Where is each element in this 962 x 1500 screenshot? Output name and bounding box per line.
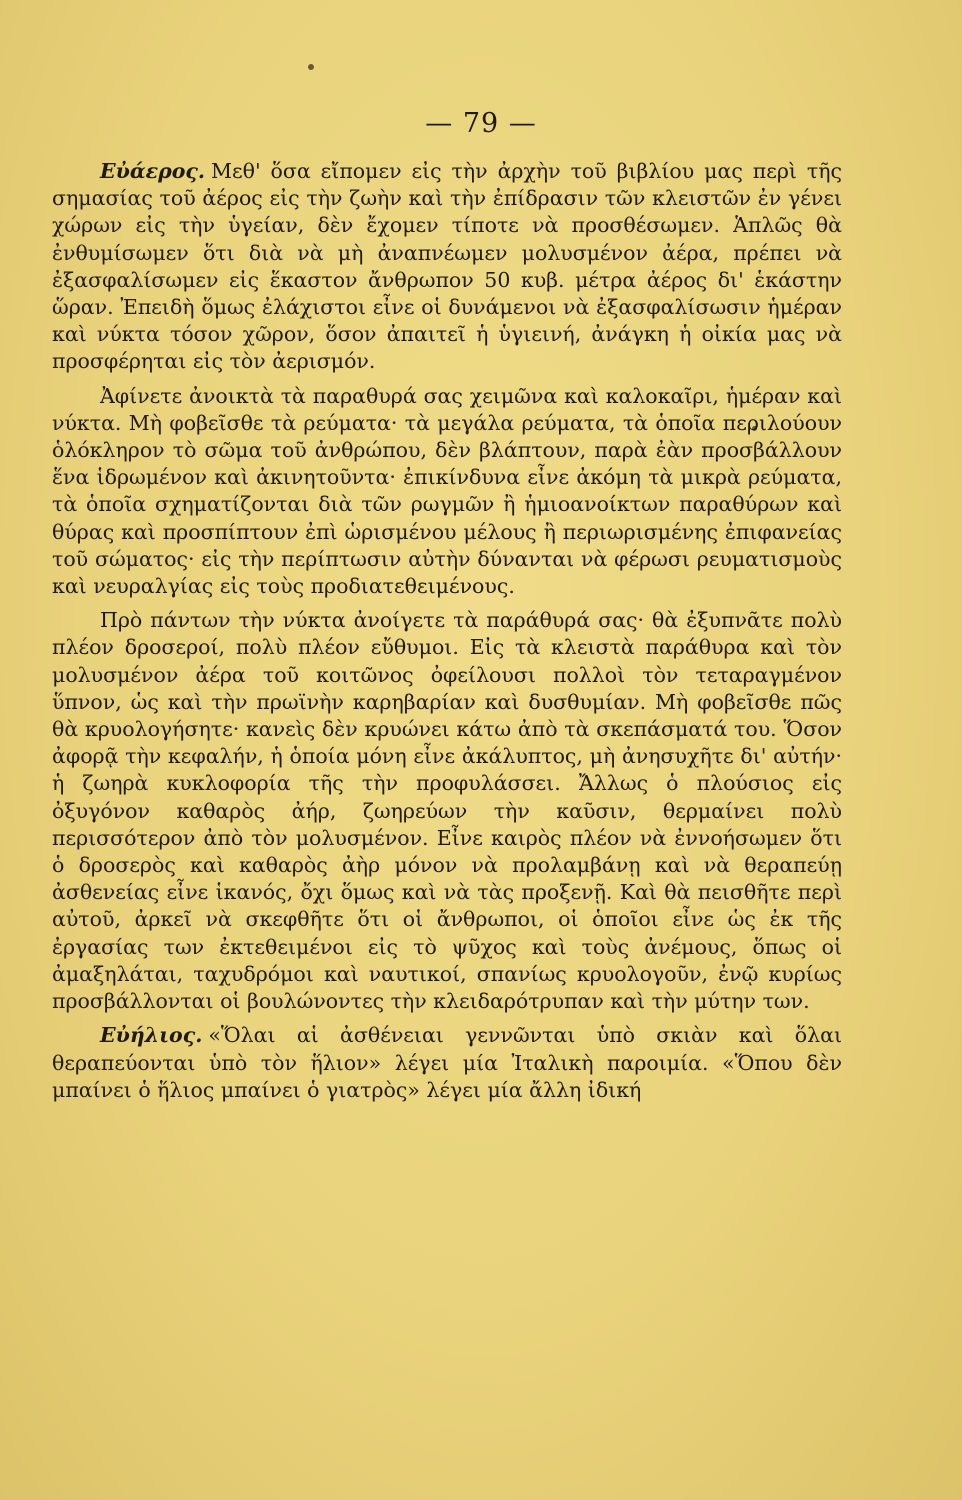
page-number: — 79 — bbox=[425, 108, 537, 139]
paragraph-euelios bbox=[52, 1022, 842, 1104]
paragraph-night-air bbox=[52, 607, 842, 1015]
paragraph-text: Ἀφίνετε ἀνοικτὰ τὰ παραθυρά σας χειμῶνα καὶ καλοκαῖρι, ἡμέραν καὶ νύκτα. Μὴ φοβεῖσθε τὰ ρεύματα· τὰ μεγάλα ρεύματα, τὰ ὁποῖα περιλούουν ὁλόκληρον τὸ σῶμα τοῦ ἀνθρώπου, δὲν βλάπτουν, παρὰ ἐὰν προσβάλλουν ἕνα ἱδρωμένον καὶ ἀκινητοῦντα· ἐπικίνδυνα εἶνε ἀκόμη τὰ μικρὰ ρεύματα, τὰ ὁποῖα σχηματίζονται διὰ τῶν ρωγμῶν ἢ ἡμιοανοίκτων παραθύρων καὶ θύρας καὶ προσπίπτουν ἐπὶ ὡρισμένου μέλους ἢ περιωρισμένης ἐπιφανείας τοῦ σώματος· εἰς τὴν περίπτωσιν αὐτὴν δύνανται νὰ φέρωσι ρευματισμοὺς καὶ νευραλγίας εἰς τοὺς προδιατεθειμένους. bbox=[52, 383, 842, 599]
section-heading: Εὐήλιος. bbox=[100, 1023, 203, 1048]
paragraph-text: Πρὸ πάντων τὴν νύκτα ἀνοίγετε τὰ παράθυρά σας· θὰ ἐξυπνᾶτε πολὺ πλέον δροσεροί, πολὺ πλέον εὔθυμοι. Εἰς τὰ κλειστὰ παράθυρα καὶ τὸν μολυσμένον ἀέρα τοῦ κοιτῶνος ὀφείλουσι πολλοὶ τὸν τεταραγμένον ὕπνον, ὡς καὶ τὴν πρωϊνὴν καρηβαρίαν καὶ δυσθυμίαν. Μὴ φοβεῖσθε πῶς θὰ κρυολογήσητε· κανεὶς δὲν κρυώνει κάτω ἀπὸ τὰ σκεπάσματά του. Ὅσον ἀφορᾷ τὴν κεφαλήν, ἡ ὁποία μόνη εἶνε ἀκάλυπτος, μὴ ἀνησυχῆτε δι' αὐτήν· ἡ ζωηρὰ κυκλοφορία τῆς τὴν προφυλάσσει. Ἄλλως ὁ πλούσιος εἰς ὀξυγόνον καθαρὸς ἀήρ, ζωηρεύων τὴν καῦσιν, θερμαίνει πολὺ περισσότερον ἀπὸ τὸν μολυσμένον. Εἶνε καιρὸς πλέον νὰ ἐννοήσωμεν ὅτι ὁ δροσερὸς καὶ καθαρὸς ἀὴρ μόνον νὰ προλαμβάνῃ καὶ νὰ θεραπεύῃ ἀσθενείας εἶνε ἱκανός, ὄχι ὅμως καὶ νὰ τὰς προξενῇ. Καὶ θὰ πεισθῆτε περὶ αὐτοῦ, ἀρκεῖ νὰ σκεφθῆτε ὅτι οἱ ἄνθρωποι, οἱ ὁποῖοι εἶνε ὡς ἐκ τῆς ἐργασίας των ἐκτεθειμένοι εἰς τὸ ψῦχος καὶ τοὺς ἀνέμους, ὅπως οἱ ἀμαξηλάται, ταχυδρόμοι καὶ ναυτικοί, σπανίως κρυολογοῦν, ἐνῷ κυρίως προσβάλλονται οἱ βουλώνοντες τὴν κλειδαρότρυπαν καὶ τὴν μύτην των. bbox=[52, 608, 842, 1014]
paragraph-open-windows bbox=[52, 383, 842, 601]
paragraph-text: Μεθ' ὅσα εἴπομεν εἰς τὴν ἀρχὴν τοῦ βιβλίου μας περὶ τῆς σημασίας τοῦ ἀέρος εἰς τὴν ζωὴν καὶ τὴν ἐπίδρασιν τῶν κλειστῶν ἐν γένει χώρων εἰς τὴν ὑγείαν, δὲν ἔχομεν τίποτε νὰ προσθέσωμεν. Ἁπλῶς θὰ ἐνθυμίσωμεν ὅτι διὰ νὰ μὴ ἀναπνέωμεν μολυσμένον ἀέρα, πρέπει νὰ ἐξασφαλίσωμεν εἰς ἕκαστον ἄνθρωπον 50 κυβ. μέτρα ἀέρος δι' ἑκάστην ὥραν. Ἐπειδὴ ὅμως ἐλάχιστοι εἶνε οἱ δυνάμενοι νὰ ἐξασφαλίσωσιν ἡμέραν καὶ νύκτα τόσον χῶρον, ὅσον ἀπαιτεῖ ἡ ὑγιεινή, ἀνάγκη ἡ οἰκία μας νὰ προσφέρηται εἰς τὸν ἀερισμόν. bbox=[52, 159, 842, 374]
paragraph-euaeros bbox=[52, 158, 842, 376]
section-heading: Εὐάερος. bbox=[100, 159, 206, 183]
ink-spot bbox=[308, 64, 314, 70]
body-text bbox=[52, 158, 842, 1104]
paragraph-text: «Ὅλαι αἱ ἀσθένειαι γεννῶνται ὑπὸ σκιὰν καὶ ὅλαι θεραπεύονται ὑπὸ τὸν ἥλιον» λέγει μία Ἰταλικὴ παροιμία. «Ὅπου δὲν μπαίνει ὁ ἥλιος μπαίνει ὁ γιατρὸς» λέγει μία ἄλλη ἰδική bbox=[52, 1023, 842, 1102]
